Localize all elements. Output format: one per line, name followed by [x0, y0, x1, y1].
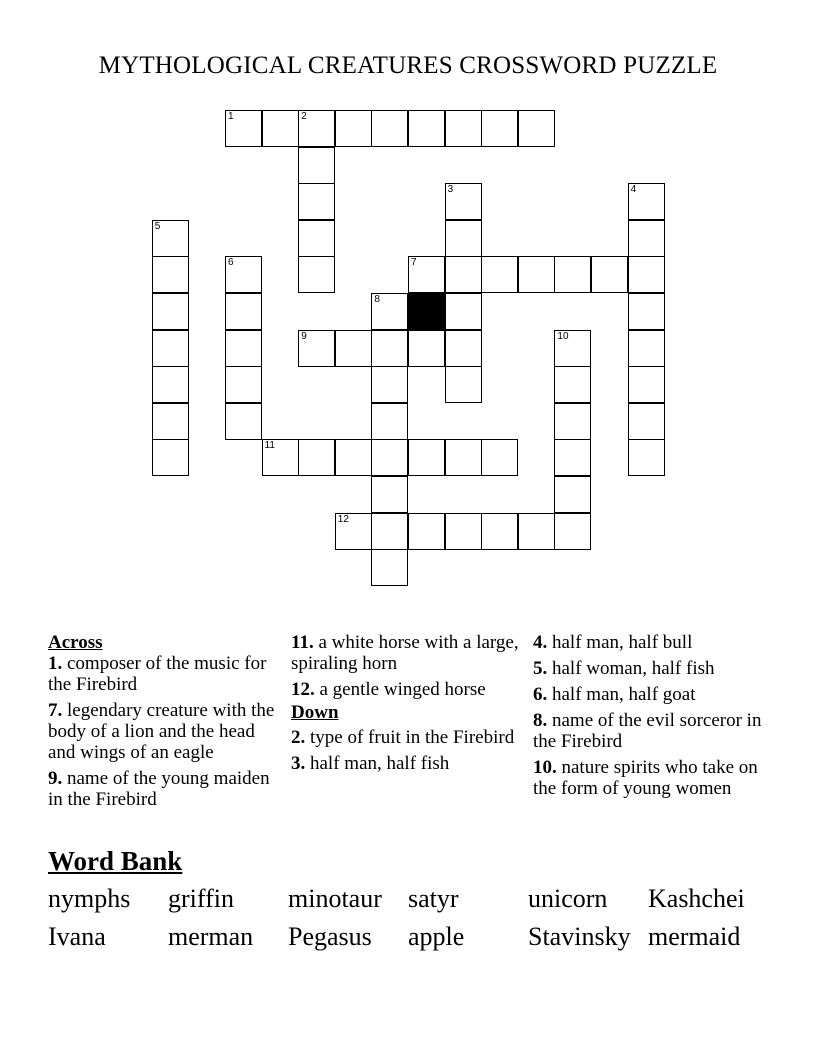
grid-cell[interactable]	[335, 439, 372, 476]
clue-across-12: 12. a gentle winged horse	[291, 679, 486, 700]
grid-cell[interactable]	[518, 513, 555, 550]
grid-cell[interactable]	[262, 439, 299, 476]
word-bank-item: griffin	[168, 884, 234, 913]
grid-cell[interactable]	[371, 330, 408, 367]
grid-cell[interactable]	[481, 256, 518, 293]
grid-cell[interactable]	[298, 220, 335, 257]
clue-down-3: 3. half man, half fish	[291, 753, 450, 774]
grid-cell[interactable]	[152, 366, 189, 403]
grid-cell[interactable]	[298, 183, 335, 220]
clue-number: 5	[154, 220, 161, 232]
grid-cell[interactable]	[445, 256, 482, 293]
word-bank-item: Stavinsky	[528, 922, 631, 951]
grid-cell[interactable]	[481, 439, 518, 476]
grid-cell[interactable]	[371, 549, 408, 586]
grid-cell[interactable]	[152, 256, 189, 293]
clue-number: 11	[264, 440, 275, 452]
grid-cell[interactable]	[225, 293, 262, 330]
grid-cell[interactable]	[481, 513, 518, 550]
clue-across-9: 9. name of the young maiden in the Firebird	[48, 768, 270, 810]
grid-cell[interactable]	[554, 476, 591, 513]
grid-cell[interactable]	[408, 110, 445, 147]
clue-number: 8	[374, 294, 380, 305]
grid-cell[interactable]	[371, 403, 408, 440]
word-bank-item: apple	[408, 922, 465, 951]
grid-cell[interactable]	[225, 366, 262, 403]
clue-down-6: 6. half man, half goat	[533, 684, 696, 705]
clue-number: 10	[557, 330, 569, 342]
grid-cell[interactable]	[628, 330, 665, 367]
grid-cell[interactable]	[408, 513, 445, 550]
grid-cell[interactable]	[445, 293, 482, 330]
grid-cell[interactable]	[371, 439, 408, 476]
grid-cell[interactable]	[298, 439, 335, 476]
grid-cell[interactable]	[628, 403, 665, 440]
grid-cell[interactable]	[445, 366, 482, 403]
grid-cell[interactable]	[628, 439, 665, 476]
clue-number: 1	[228, 111, 234, 122]
clue-number: 6	[228, 257, 234, 269]
grid-cell[interactable]	[481, 110, 518, 147]
grid-cell[interactable]	[591, 256, 628, 293]
grid-cell[interactable]	[554, 439, 591, 476]
grid-cell[interactable]	[152, 293, 189, 330]
grid-cell[interactable]	[335, 330, 372, 367]
clue-number: 2	[301, 111, 307, 122]
word-bank-title: Word Bank	[48, 846, 183, 876]
grid-cell[interactable]	[554, 403, 591, 440]
grid-cell[interactable]	[371, 476, 408, 513]
grid-cell[interactable]	[225, 256, 262, 293]
clue-down-10: 10. nature spirits who take on the form of young women	[533, 757, 758, 799]
grid-cell[interactable]	[408, 330, 445, 367]
clue-number: 12	[337, 513, 349, 525]
down-header: Down	[291, 702, 339, 723]
grid-cell[interactable]	[628, 366, 665, 403]
grid-cell[interactable]	[152, 439, 189, 476]
word-bank-item: minotaur	[288, 884, 382, 913]
clue-across-11: 11. a white horse with a large, spiraling horn	[291, 632, 519, 674]
clue-number: 7	[411, 257, 417, 269]
grid-cell[interactable]	[518, 256, 555, 293]
word-bank-item: Pegasus	[288, 922, 372, 951]
clues-column-3	[533, 632, 773, 804]
grid-cell[interactable]	[628, 220, 665, 257]
clue-across-7: 7. legendary creature with the body of a lion and the head and wings of an eagle	[48, 700, 275, 763]
grid-cell[interactable]	[554, 366, 591, 403]
black-square	[408, 293, 445, 330]
grid-cell[interactable]	[152, 403, 189, 440]
grid-cell[interactable]	[518, 110, 555, 147]
grid-cell[interactable]	[298, 330, 335, 367]
word-bank-item: unicorn	[528, 884, 608, 913]
grid-cell[interactable]	[225, 330, 262, 367]
clues-column-1	[48, 632, 286, 815]
grid-cell[interactable]	[298, 110, 335, 147]
grid-cell[interactable]	[408, 439, 445, 476]
grid-cell[interactable]	[445, 110, 482, 147]
grid-cell[interactable]	[554, 330, 591, 367]
grid-cell[interactable]	[554, 513, 591, 550]
grid-cell[interactable]	[628, 293, 665, 330]
grid-cell[interactable]	[371, 366, 408, 403]
grid-cell[interactable]	[371, 110, 408, 147]
across-header: Across	[48, 632, 103, 653]
page-title: MYTHOLOGICAL CREATURES CROSSWORD PUZZLE	[98, 52, 718, 79]
clues-column-2	[291, 632, 523, 779]
grid-cell[interactable]	[152, 220, 189, 257]
word-bank-item: nymphs	[48, 884, 131, 913]
clue-down-5: 5. half woman, half fish	[533, 658, 715, 679]
clue-down-4: 4. half man, half bull	[533, 632, 693, 653]
word-bank-item: mermaid	[648, 922, 741, 951]
word-bank-item: Kashchei	[648, 884, 745, 913]
grid-cell[interactable]	[225, 110, 262, 147]
grid-cell[interactable]	[445, 220, 482, 257]
grid-cell[interactable]	[554, 256, 591, 293]
grid-cell[interactable]	[298, 256, 335, 293]
clue-down-8: 8. name of the evil sorceror in the Firebird	[533, 710, 762, 752]
word-bank-item: Ivana	[48, 922, 106, 951]
clue-number: 4	[630, 184, 637, 196]
grid-cell[interactable]	[225, 403, 262, 440]
grid-cell[interactable]	[152, 330, 189, 367]
grid-cell[interactable]	[628, 183, 665, 220]
grid-cell[interactable]	[371, 293, 408, 330]
clue-down-2: 2. type of fruit in the Firebird	[291, 727, 515, 748]
grid-cell[interactable]	[335, 513, 372, 550]
clue-across-1: 1. composer of the music for the Firebird	[48, 653, 267, 695]
grid-cell[interactable]	[298, 147, 335, 184]
clue-number: 3	[447, 184, 454, 196]
grid-cell[interactable]	[445, 439, 482, 476]
grid-cell[interactable]	[445, 330, 482, 367]
word-bank-item: merman	[168, 922, 254, 951]
grid-cell[interactable]	[445, 183, 482, 220]
clue-number: 9	[301, 330, 307, 342]
grid-cell[interactable]	[628, 256, 665, 293]
grid-cell[interactable]	[371, 513, 408, 550]
word-bank-item: satyr	[408, 884, 459, 913]
grid-cell[interactable]	[335, 110, 372, 147]
grid-cell[interactable]	[445, 513, 482, 550]
grid-cell[interactable]	[262, 110, 299, 147]
grid-cell[interactable]	[408, 256, 445, 293]
